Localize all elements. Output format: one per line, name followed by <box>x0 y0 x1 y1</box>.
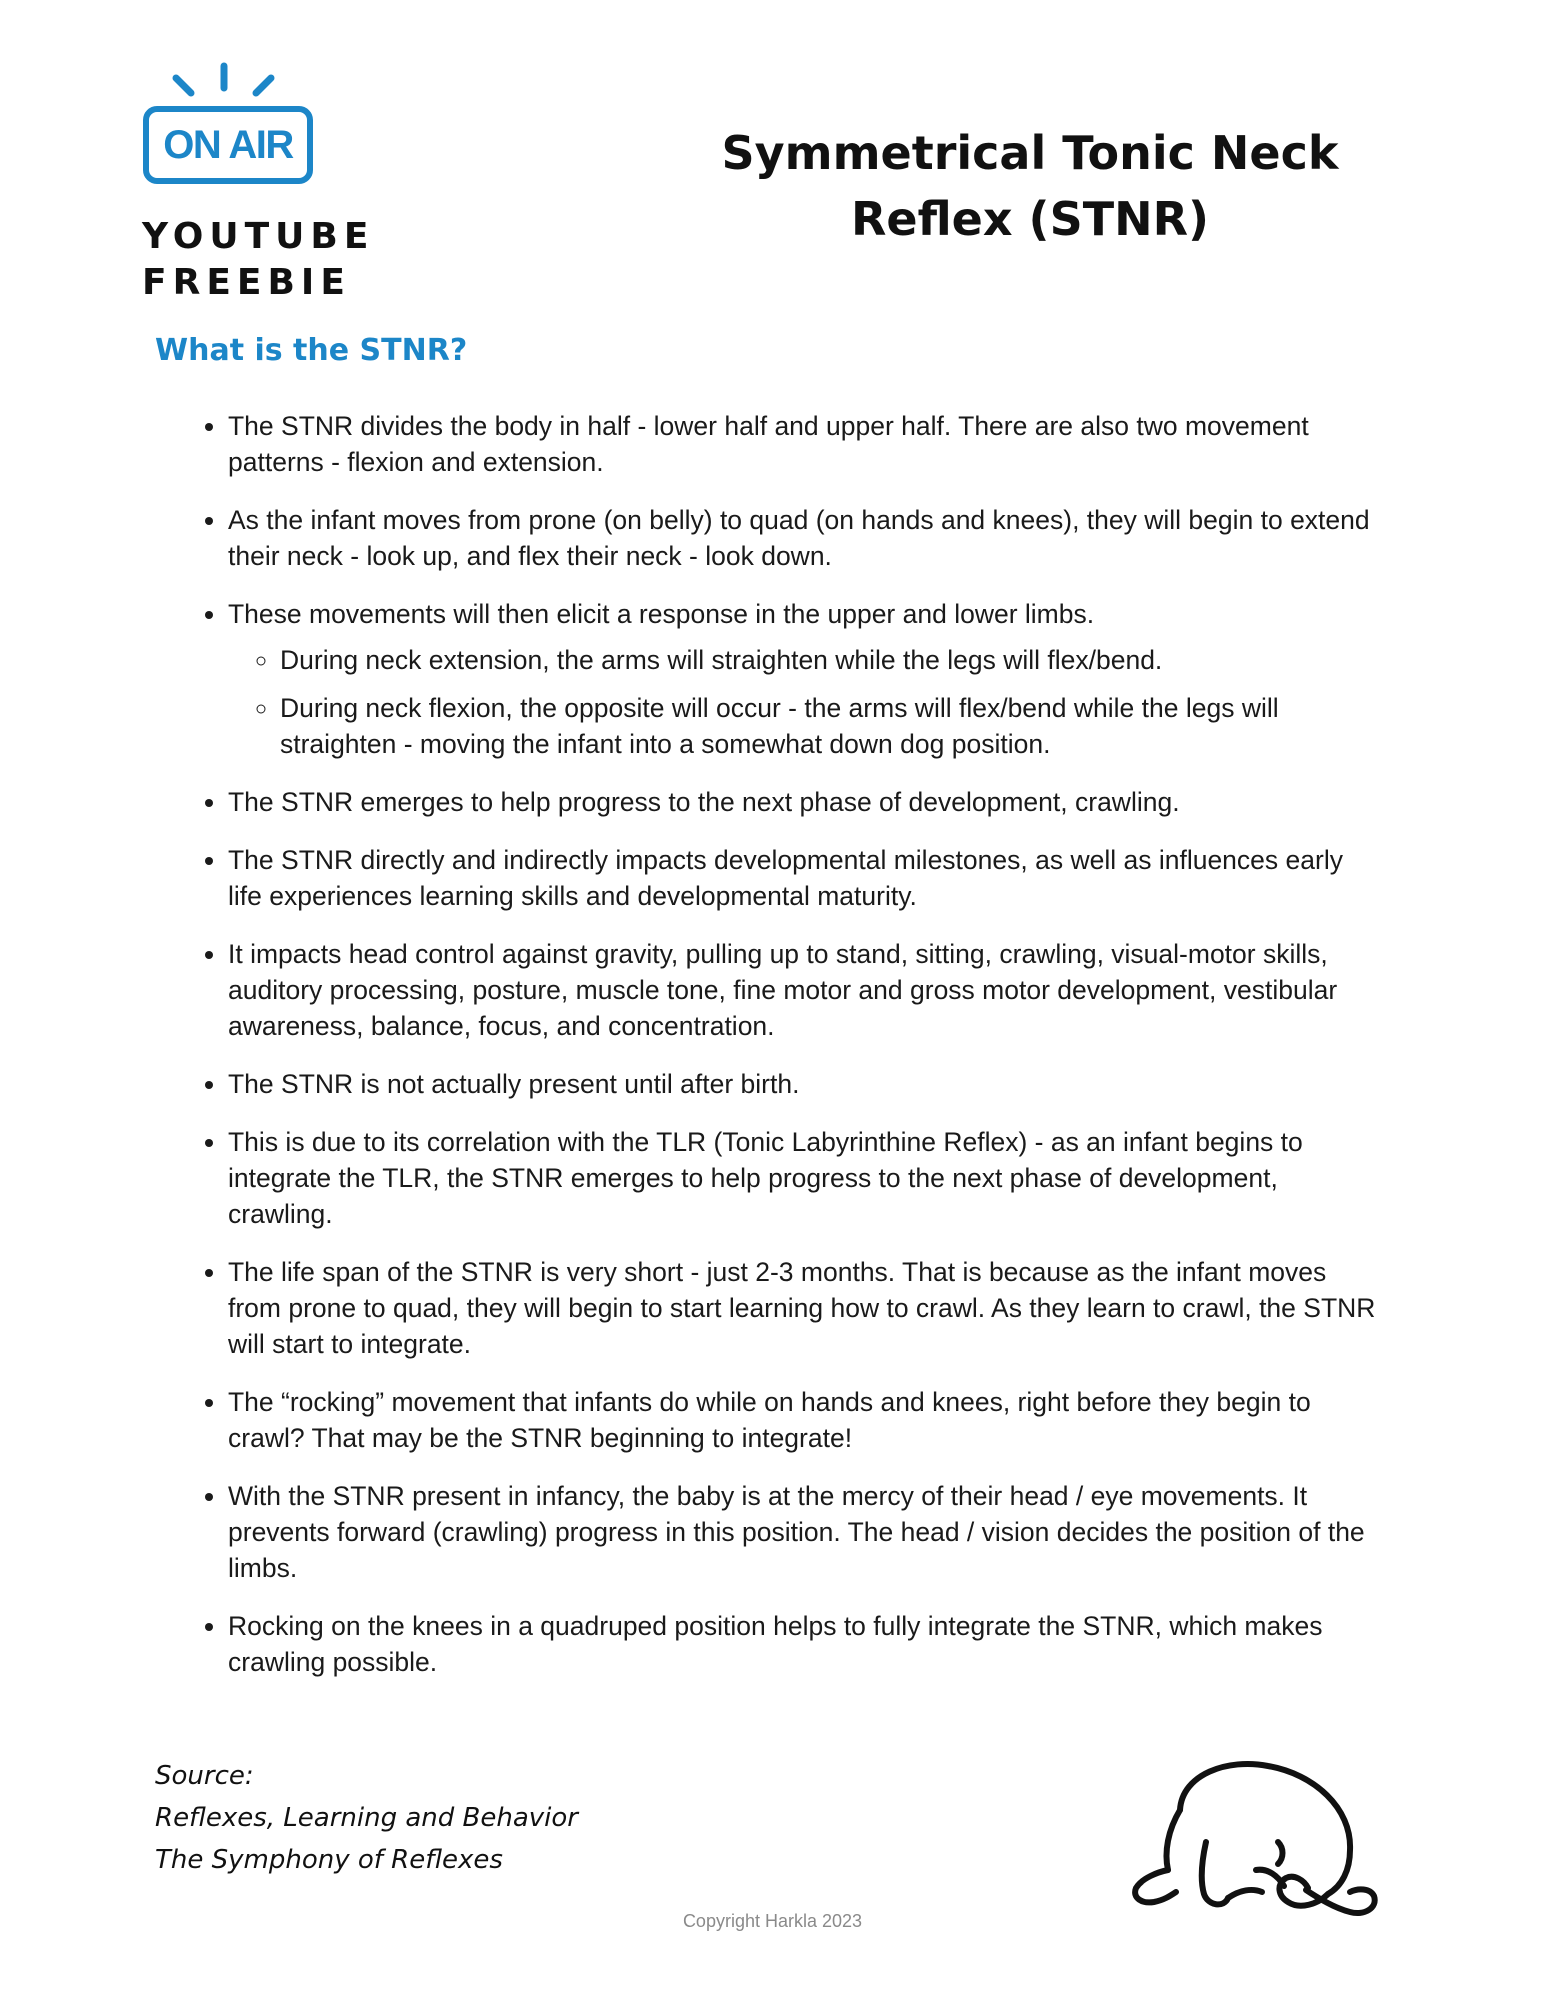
on-air-sign-icon <box>143 106 313 184</box>
source-label: Source: <box>155 1761 254 1791</box>
brand-line-1: YOUTUBE <box>142 216 375 257</box>
title-line-2: Reflex (STNR) <box>850 192 1210 246</box>
on-air-label: ON AIR <box>163 122 293 167</box>
list-item-text: These movements will then elicit a response in the upper and lower limbs. <box>228 599 1095 629</box>
on-air-badge <box>140 60 325 195</box>
title-line-1: Symmetrical Tonic Neck <box>721 126 1339 180</box>
list-item: • The STNR emerges to help progress to the next phase of development, crawling. <box>228 784 1378 820</box>
broadcast-rays-icon <box>140 60 325 110</box>
source-item: The Symphony of Reflexes <box>155 1845 503 1875</box>
section-heading: What is the STNR? <box>155 333 468 368</box>
list-item: • With the STNR present in infancy, the baby is at the mercy of their head / eye movements. It prevents forward (crawling) progress in this position. The head / vision decides the position of the limbs. <box>228 1478 1378 1586</box>
list-item <box>228 596 1378 762</box>
list-item: • The STNR directly and indirectly impacts developmental milestones, as well as influences early life experiences learning skills and developmental maturity. <box>228 842 1378 914</box>
list-item: • This is due to its correlation with the TLR (Tonic Labyrinthine Reflex) - as an infant begins to integrate the TLR, the STNR emerges to help progress to the next phase of development, crawling. <box>228 1124 1378 1232</box>
sub-list-item: ◦ During neck extension, the arms will straighten while the legs will flex/bend. <box>280 642 1378 678</box>
crawling-baby-icon <box>1128 1752 1394 1922</box>
list-item: • The STNR divides the body in half - lower half and upper half. There are also two movement patterns - flexion and extension. <box>228 408 1378 480</box>
list-item: • Rocking on the knees in a quadruped position helps to fully integrate the STNR, which makes crawling possible. <box>228 1608 1378 1680</box>
brand-line-2: FREEBIE <box>142 262 351 303</box>
sub-list-item: ◦ During neck flexion, the opposite will occur - the arms will flex/bend while the legs will straighten - moving the infant into a somewhat down dog position. <box>280 690 1378 762</box>
sub-bullet-list <box>228 642 1378 762</box>
list-item: • As the infant moves from prone (on belly) to quad (on hands and knees), they will begin to extend their neck - look up, and flex their neck - look down. <box>228 502 1378 574</box>
page-title <box>660 120 1400 252</box>
content-body <box>198 408 1378 1702</box>
list-item: • The life span of the STNR is very short - just 2-3 months. That is because as the infant moves from prone to quad, they will begin to start learning how to crawl. As they learn to crawl, the STNR will start to integrate. <box>228 1254 1378 1362</box>
copyright-footer: Copyright Harkla 2023 <box>682 1911 863 1931</box>
list-item: • The “rocking” movement that infants do while on hands and knees, right before they begin to crawl? That may be the STNR beginning to integrate! <box>228 1384 1378 1456</box>
bullet-list <box>198 408 1378 1680</box>
list-item: • It impacts head control against gravity, pulling up to stand, sitting, crawling, visual-motor skills, auditory processing, posture, muscle tone, fine motor and gross motor development, vestibular awareness, balance, focus, and concentration. <box>228 936 1378 1044</box>
source-citation <box>155 1755 578 1881</box>
source-item: Reflexes, Learning and Behavior <box>155 1803 578 1833</box>
list-item: • The STNR is not actually present until after birth. <box>228 1066 1378 1102</box>
youtube-freebie-label <box>142 214 374 306</box>
